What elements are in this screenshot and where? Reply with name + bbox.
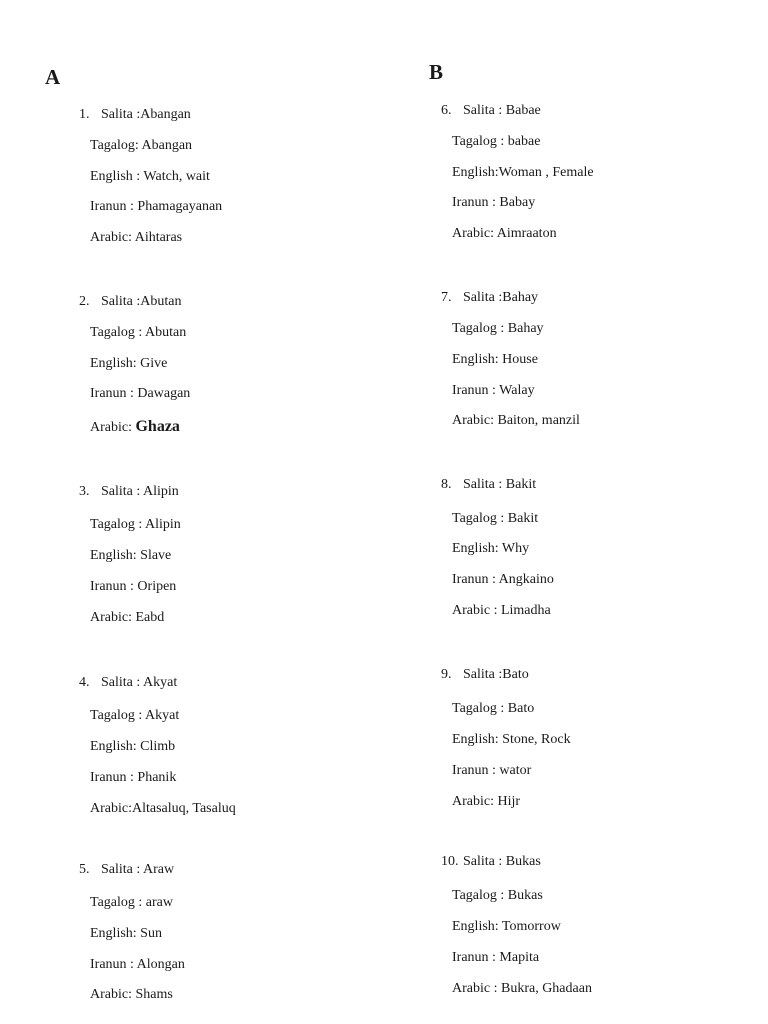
entry-salita-line (441, 665, 529, 685)
entry-number: 9. (441, 667, 452, 682)
entry-salita: Salita :Abutan (101, 294, 182, 309)
entry-iranun: Iranun : Phamagayanan (90, 199, 223, 214)
entry-english: English : Watch, wait (90, 169, 210, 184)
entry-salita-line (79, 482, 179, 502)
entry-tagalog: Tagalog : Bakit (452, 511, 539, 526)
entry-salita-line (441, 101, 541, 121)
entry-number: 8. (441, 477, 452, 492)
entry-salita-line (79, 292, 182, 312)
entry-salita: Salita : Bakit (463, 477, 537, 492)
entry-english: English:Woman , Female (452, 165, 594, 180)
entry-arabic: Arabic : Limadha (452, 603, 551, 618)
entry-iranun: Iranun : Angkaino (452, 572, 554, 587)
entry-tagalog: Tagalog : babae (452, 134, 541, 149)
entry-iranun: Iranun : Dawagan (90, 386, 191, 401)
section-heading-b: B (429, 60, 444, 84)
entry-english: English: Stone, Rock (452, 732, 571, 747)
entry-number: 10. (441, 854, 459, 869)
entry-arabic: Arabic: Shams (90, 987, 173, 1002)
entry-number: 3. (79, 484, 90, 499)
entry-arabic: Arabic: Hijr (452, 794, 521, 809)
entry-number: 4. (79, 675, 90, 690)
entry-arabic: Arabic: Aihtaras (90, 230, 183, 245)
entry-salita-line (441, 852, 541, 872)
entry-salita-line (79, 673, 177, 693)
entry-salita: Salita :Bato (463, 667, 529, 682)
entry-number: 7. (441, 290, 452, 305)
entry-english: English: Why (452, 541, 530, 556)
entry-english: English: Give (90, 356, 168, 371)
entry-english: English: Sun (90, 926, 162, 941)
entry-arabic-label: Arabic: (90, 420, 132, 435)
entry-salita: Salita : Babae (463, 103, 541, 118)
entry-salita: Salita :Bahay (463, 290, 539, 305)
entry-salita-line (441, 288, 538, 308)
entry-tagalog: Tagalog : Bato (452, 701, 535, 716)
entry-iranun: Iranun : Oripen (90, 579, 177, 594)
entry-english: English: House (452, 352, 538, 367)
entry-english: English: Slave (90, 548, 172, 563)
entry-number: 5. (79, 862, 90, 877)
entry-number: 2. (79, 294, 90, 309)
entry-iranun: Iranun : wator (452, 763, 532, 778)
entry-iranun: Iranun : Mapita (452, 950, 540, 965)
entry-salita-line (441, 475, 536, 495)
entry-arabic (90, 417, 180, 438)
entry-salita: Salita : Alipin (101, 484, 179, 499)
entry-arabic: Arabic: Eabd (90, 610, 165, 625)
entry-salita: Salita : Akyat (101, 675, 178, 690)
entry-iranun: Iranun : Walay (452, 383, 535, 398)
section-heading-a: A (45, 65, 61, 89)
entry-salita: Salita :Abangan (101, 107, 191, 122)
entry-salita: Salita : Bukas (463, 854, 541, 869)
entry-arabic-value: Ghaza (135, 418, 180, 435)
entry-salita-line (79, 105, 191, 125)
entry-arabic: Arabic : Bukra, Ghadaan (452, 981, 592, 996)
entry-iranun: Iranun : Phanik (90, 770, 177, 785)
entry-salita: Salita : Araw (101, 862, 175, 877)
entry-tagalog: Tagalog : Alipin (90, 517, 181, 532)
entry-tagalog: Tagalog : Akyat (90, 708, 180, 723)
entry-number: 1. (79, 107, 90, 122)
entry-arabic: Arabic: Baiton, manzil (452, 413, 580, 428)
entry-number: 6. (441, 103, 452, 118)
entry-iranun: Iranun : Alongan (90, 957, 185, 972)
entry-english: English: Climb (90, 739, 176, 754)
entry-salita-line (79, 860, 174, 880)
entry-tagalog: Tagalog : Bukas (452, 888, 543, 903)
entry-iranun: Iranun : Babay (452, 195, 536, 210)
entry-tagalog: Tagalog : Abutan (90, 325, 187, 340)
entry-arabic: Arabic: Aimraaton (452, 226, 557, 241)
entry-arabic: Arabic:Altasaluq, Tasaluq (90, 801, 236, 816)
entry-tagalog: Tagalog : Bahay (452, 321, 544, 336)
entry-tagalog: Tagalog: Abangan (90, 138, 193, 153)
entry-tagalog: Tagalog : araw (90, 895, 173, 910)
entry-english: English: Tomorrow (452, 919, 561, 934)
